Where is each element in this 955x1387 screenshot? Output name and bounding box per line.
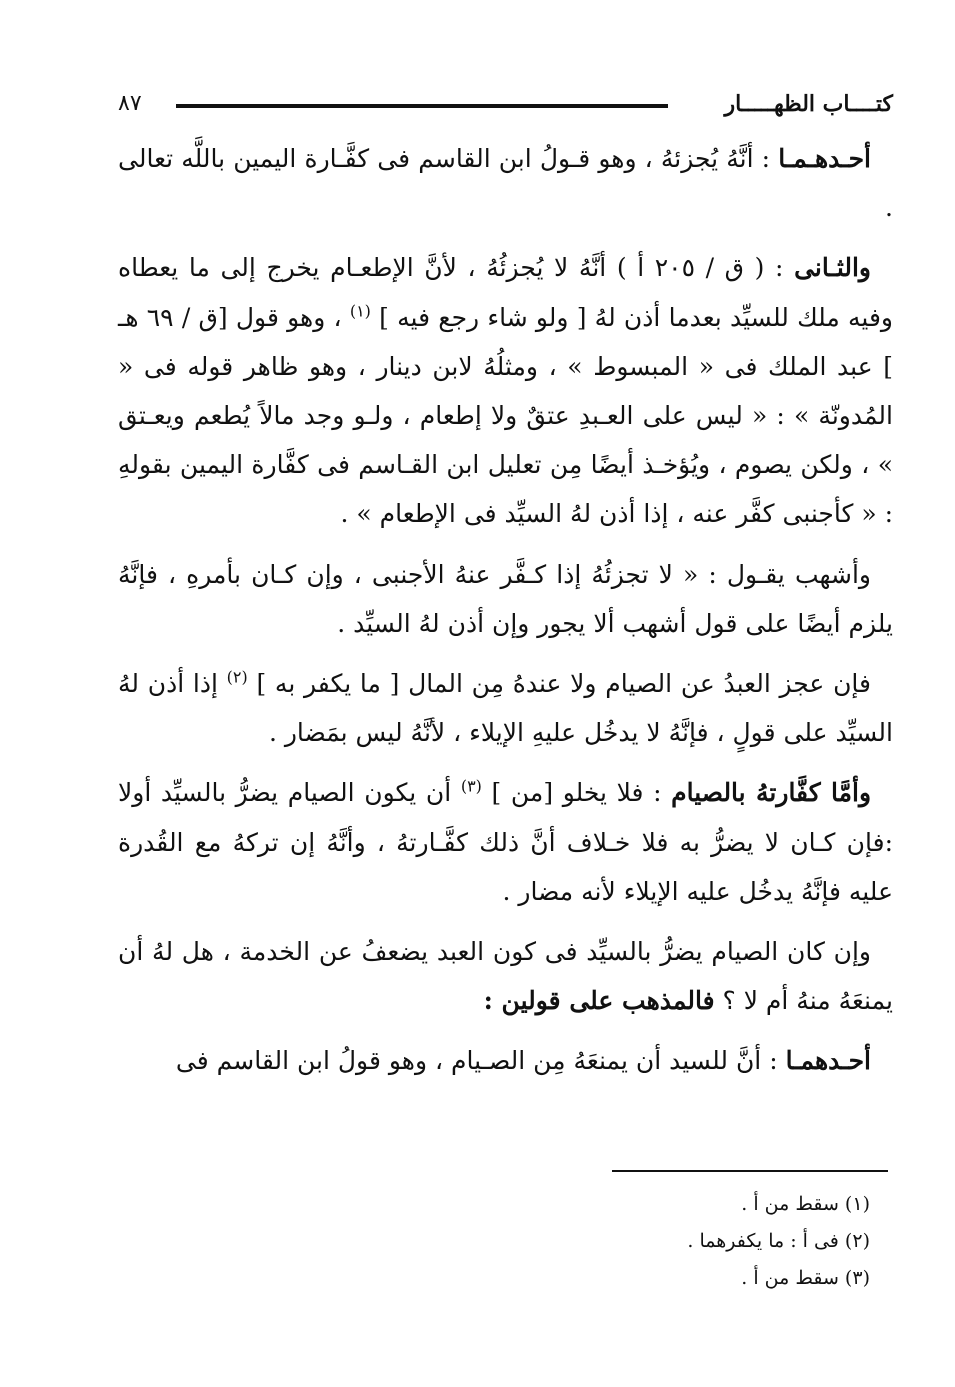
footnote-mark-3: (٣) [460, 777, 482, 797]
paragraph-7 [118, 1036, 893, 1085]
paragraph-6 [118, 927, 893, 1025]
footnote-1: (١) سقط من أ . [741, 1193, 870, 1215]
paragraph-text: فإن عجز العبدُ عن الصيام ولا عندهُ مِن المال [ ما يكفر به ] [247, 669, 871, 699]
footnote-2: (٢) فى أ : ما يكفرهما . [687, 1230, 870, 1252]
running-title: كتــــاب الظهـــــار [724, 91, 893, 117]
paragraph-lead: أحـدهمـا [785, 1046, 871, 1076]
page-number: ٨٧ [118, 91, 142, 116]
footnotes [430, 1186, 890, 1297]
footnote-mark-2: (٢) [226, 667, 248, 687]
paragraph-lead: وأمَّا كفَّارتهُ بالصيام [671, 778, 872, 808]
paragraph-1 [118, 134, 893, 232]
paragraph-text: : ( ق / ٢٠٥ أ ) أنَّهُ لا يُجزئُهُ ، لأنَّ الإطعـام يخرج إلى ما يعطاه وفيه ملك للسيِّد بعدما أذن لهُ [ ولو شاء رجع فيه ] [118, 253, 893, 332]
header-rule [176, 104, 668, 108]
footnote-3: (٣) سقط من أ . [741, 1267, 870, 1289]
paragraph-3 [118, 550, 893, 648]
paragraph-text: : فلا يخلو [من ] [481, 778, 672, 808]
main-text [118, 134, 893, 1097]
paragraph-bold-tail: فالمذهب على قولين : [483, 986, 715, 1016]
paragraph-lead: أحـدهـمـا [778, 144, 871, 173]
paragraph-text-after: ، وهو قول [ق / ٦٩ هـ ] عبد الملك فى « المبسوط » ، ومثلُهُ لابن دينار ، وهو ظاهر قوله فى « المُدونّة » : « ليس على العـبدِ عتقٌ ولا إطعام ، ولـو وجد مالاً يُطعم ويعـتق » ، ولكن يصوم ، ويُؤخـذ أيضًا مِن تعليل ابن القـاسم فى كفَّارة اليمين بقولهِ : « كأجنبى كفَّر عنه ، إذا أذن لهُ السيِّد فى الإطعام » . [118, 302, 893, 529]
paragraph-5 [118, 768, 893, 916]
paragraph-text-after: إذا أذن لهُ السيِّد على قولٍ ، فإنَّهُ لا يدخُل عليهِ الإيلاء ، لأنَّهُ ليس بمَضار . [118, 669, 893, 748]
paragraph-text: وأشهب يقـول : « لا تجزئُهُ إذا كـفَّر عنهُ الأجنبى ، وإن كـان بأمرهِ ، فإنَّهُ يلزم أيضًا على قول أشهب ألا يجور وإن أذن لهُ السيِّد . [118, 559, 893, 638]
paragraph-text: : أنَّ للسيد أن يمنعَهُ مِن الصـيام ، وهو قولُ ابن القاسم فى [175, 1046, 786, 1076]
paragraph-2 [118, 243, 893, 538]
paragraph-4 [118, 659, 893, 757]
paragraph-text-after: أن يكون الصيام يضرُّ بالسيِّد أولا :فإن كـان لا يضرُّ به فلا خـلاف أنَّ ذلك كفَّـارتهُ ، وأنَّهُ إن تركهُ مع القُدرة عليه فإنَّهُ يدخُل عليه الإيلاء لأنه مضار . [118, 778, 893, 906]
footnote-separator [612, 1170, 888, 1172]
footnote-mark-1: (١) [349, 301, 371, 321]
page-header [118, 84, 893, 124]
paragraph-text: : أنَّهُ يُجزئهُ ، وهو قـولُ ابن القاسم فى كفَّـارة اليمين باللَّه تعالى . [118, 144, 893, 223]
paragraph-text: وإن كان الصيام يضرُّ بالسيِّد فى كون العبد يضعفُ عن الخدمة ، هل لهُ أن يمنعَهُ منهُ أم لا ؟ [118, 937, 893, 1016]
paragraph-lead: والثـانى [794, 253, 871, 283]
